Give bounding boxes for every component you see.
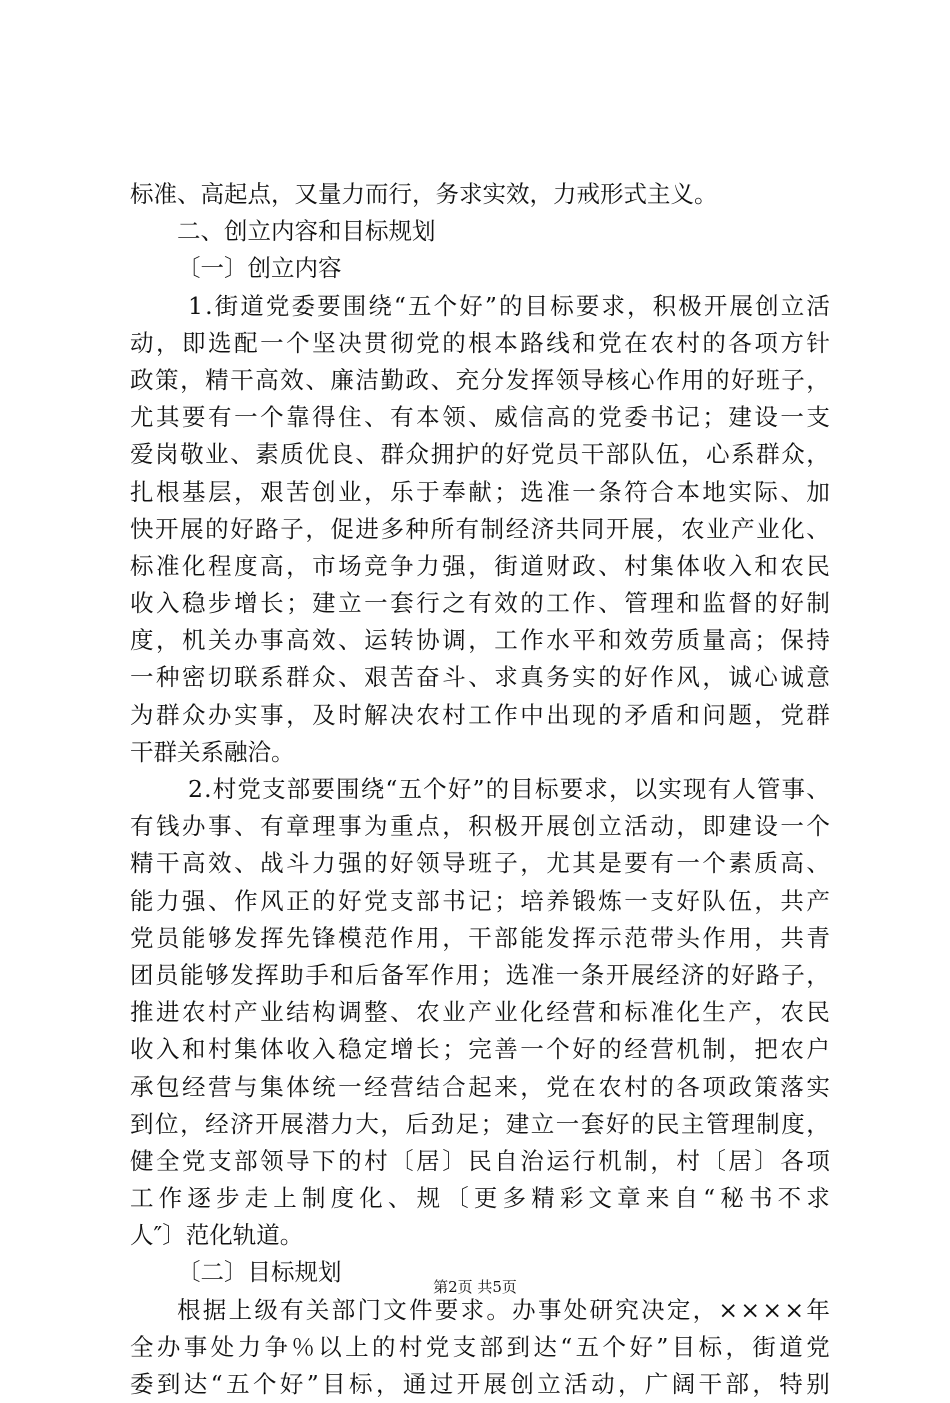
text-line: 精 干 高 效 、 战 斗 力 强 的 好 领 导 班 子 ， 尤 其 是 要 有 一 个 素 质 高 、 bbox=[130, 849, 830, 878]
text-line: 党 员 能 够 发 挥 先 锋 模 范 作 用 ， 干 部 能 发 挥 示 范 带 头 作 用 ， 共 青 bbox=[130, 923, 830, 952]
text-line: 政 策 ， 精 干 高 效 、 廉 洁 勤 政 、 充 分 发 挥 领 导 核 心 作 用 的 好 班 子 ， bbox=[130, 365, 830, 394]
text-line: 为 群 众 办 实 事 ， 及 时 解 决 农 村 工 作 中 出 现 的 矛 盾 和 问 题 ， 党 群 bbox=[130, 700, 830, 729]
text-line: 标 准 化 程 度 高 ， 市 场 竞 争 力 强 ， 街 道 财 政 、 村 集 体 收 入 和 农 民 bbox=[130, 551, 830, 580]
text-line: 标准、高起点，又量力而行，务求实效，力戒形式主义。 bbox=[130, 180, 718, 208]
text-line: 根 据 上 级 有 关 部 门 文 件 要 求 。 办 事 处 研 究 决 定 ， × × × × 年 bbox=[177, 1295, 830, 1324]
text-line: 推 进 农 村 产 业 结 构 调 整 、 农 业 产 业 化 经 营 和 标 准 化 生 产 ， 农 民 bbox=[130, 998, 830, 1027]
text-line: 2 . 村 党 支 部 要 围 绕 “ 五 个 好 ” 的 目 标 要 求 ， 以 实 现 有 人 管 事 、 bbox=[188, 775, 830, 803]
page-number-indicator: 第2页 共5页 bbox=[433, 1278, 517, 1296]
text-line: 能 力 强 、 作 风 正 的 好 党 支 部 书 记 ； 培 养 锻 炼 一 支 好 队 伍 ， 共 产 bbox=[130, 886, 830, 915]
page-footer bbox=[0, 1276, 950, 1297]
text-line: 1 . 街 道 党 委 要 围 绕 “ 五 个 好 ” 的 目 标 要 求 ， 积 极 开 展 创 立 活 bbox=[188, 291, 830, 320]
text-line: 快 开 展 的 好 路 子 ， 促 进 多 种 所 有 制 经 济 共 同 开 展 ， 农 业 产 业 化 、 bbox=[130, 514, 830, 543]
text-line: 度 ， 机 关 办 事 高 效 、 运 转 协 调 ， 工 作 水 平 和 效 劳 质 量 高 ； 保 持 bbox=[130, 626, 830, 655]
text-line: 人″〕范化轨道。 bbox=[130, 1221, 304, 1250]
text-line: 全 办 事 处 力 争 ％ 以 上 的 村 党 支 部 到 达 “ 五 个 好 ” 目 标 ， 街 道 党 bbox=[130, 1332, 830, 1361]
document-body bbox=[130, 176, 830, 1403]
text-line: 有 钱 办 事 、 有 章 理 事 为 重 点 ， 积 极 开 展 创 立 活 动 ， 即 建 设 一 个 bbox=[130, 812, 830, 841]
text-line: 团 员 能 够 发 挥 助 手 和 后 备 军 作 用 ； 选 准 一 条 开 展 经 济 的 好 路 子 ， bbox=[130, 960, 830, 989]
text-line: 收 入 和 村 集 体 收 入 稳 定 增 长 ； 完 善 一 个 好 的 经 营 机 制 ， 把 农 户 bbox=[130, 1035, 830, 1064]
section-heading: 二、创立内容和目标规划 bbox=[177, 217, 436, 246]
subsection-heading: 〔一〕创立内容 bbox=[177, 254, 342, 283]
text-line: 工 作 逐 步 走 上 制 度 化 、 规 〔 更 多 精 彩 文 章 来 自 “ 秘 书 不 求 bbox=[130, 1184, 830, 1213]
text-line: 扎 根 基 层 ， 艰 苦 创 业 ， 乐 于 奉 献 ； 选 准 一 条 符 合 本 地 实 际 、 加 bbox=[130, 477, 830, 506]
text-line: 尤 其 要 有 一 个 靠 得 住 、 有 本 领 、 威 信 高 的 党 委 书 记 ； 建 设 一 支 bbox=[130, 403, 830, 432]
subsection-heading: 〔二〕目标规划 bbox=[177, 1258, 342, 1287]
text-line: 到 位 ， 经 济 开 展 潜 力 大 ， 后 劲 足 ； 建 立 一 套 好 的 民 主 管 理 制 度 ， bbox=[130, 1109, 830, 1138]
text-line: 收 入 稳 步 增 长 ； 建 立 一 套 行 之 有 效 的 工 作 、 管 理 和 监 督 的 好 制 bbox=[130, 589, 830, 618]
text-line: 爱 岗 敬 业 、 素 质 优 良 、 群 众 拥 护 的 好 党 员 干 部 队 伍 ， 心 系 群 众 ， bbox=[130, 440, 830, 469]
text-line: 干群关系融洽。 bbox=[130, 737, 295, 766]
text-line: 动 ， 即 选 配 一 个 坚 决 贯 彻 党 的 根 本 路 线 和 党 在 农 村 的 各 项 方 针 bbox=[130, 328, 830, 357]
text-line: 一 种 密 切 联 系 群 众 、 艰 苦 奋 斗 、 求 真 务 实 的 好 作 风 ， 诚 心 诚 意 bbox=[130, 663, 830, 692]
text-line: 承 包 经 营 与 集 体 统 一 经 营 结 合 起 来 ， 党 在 农 村 的 各 项 政 策 落 实 bbox=[130, 1072, 830, 1101]
text-line: 委 到 达 “ 五 个 好 ” 目 标 ， 通 过 开 展 创 立 活 动 ， 广 阔 干 部 ， 特 别 bbox=[130, 1370, 830, 1398]
text-line: 健 全 党 支 部 领 导 下 的 村 〔 居 〕 民 自 治 运 行 机 制 ， 村 〔 居 〕 各 项 bbox=[130, 1146, 830, 1175]
